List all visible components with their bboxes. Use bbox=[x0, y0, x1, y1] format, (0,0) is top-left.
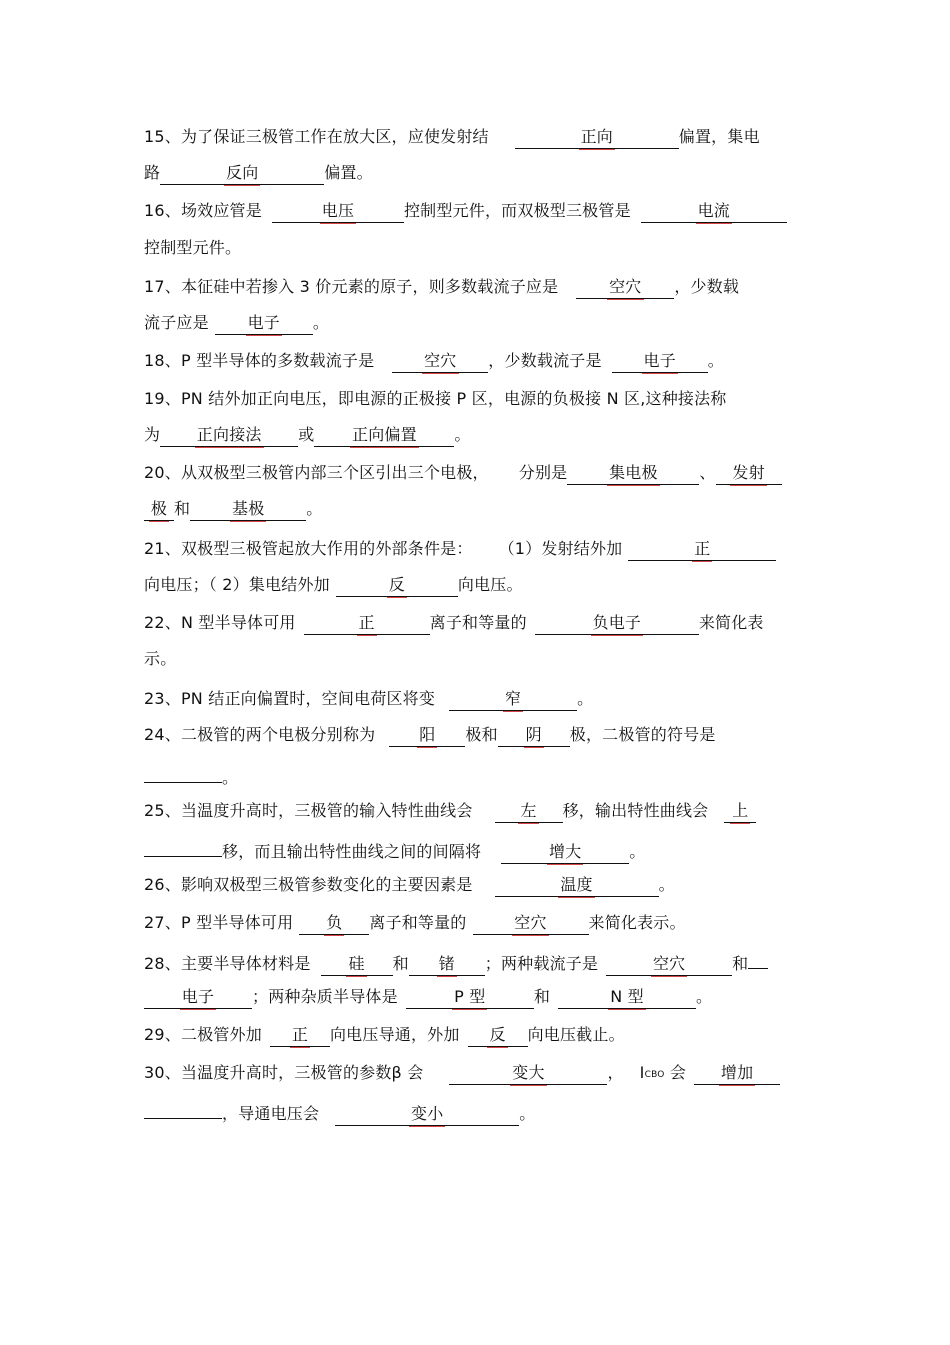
question-22-line-1: 22、N 型半导体可用 正 离子和等量的 负电子 来简化表 bbox=[144, 610, 764, 636]
question-15-line-2: 路 反向 偏置。 bbox=[144, 160, 373, 186]
answer-blank bbox=[144, 1096, 222, 1119]
question-20-line-1: 20、从双极型三极管内部三个区引出三个电极， 分别是 集电极 、 发射 bbox=[144, 460, 782, 486]
answer-blank: 发射 bbox=[716, 462, 782, 485]
answer-blank bbox=[748, 946, 768, 969]
answer-blank: 反 bbox=[336, 574, 458, 597]
answer-blank bbox=[144, 834, 222, 857]
question-27-line-1: 27、P 型半导体可用 负 离子和等量的 空穴 来简化表示。 bbox=[144, 910, 686, 936]
question-30-line-1: 30、当温度升高时，三极管的参数β 会 变大 ， ICBO 会 增加 bbox=[144, 1060, 780, 1086]
question-28-line-1: 28、主要半导体材料是 硅 和 锗 ；两种载流子是 空穴 和 bbox=[144, 946, 768, 972]
answer-blank: 反 bbox=[468, 1024, 528, 1047]
question-16-line-2: 控制型元件。 bbox=[144, 238, 242, 257]
question-24-line-1: 24、二极管的两个电极分别称为 阳 极和 阴 极，二极管的符号是 bbox=[144, 722, 716, 748]
answer-blank: 空穴 bbox=[576, 276, 674, 299]
answer-blank: 正 bbox=[304, 612, 430, 635]
answer-blank: 电子 bbox=[144, 986, 252, 1009]
answer-blank: 电子 bbox=[215, 312, 313, 335]
answer-blank: 基极 bbox=[190, 498, 306, 521]
question-19-line-1: 19、PN 结外加正向电压，即电源的正极接 P 区，电源的负极接 N 区,这种接法称 bbox=[144, 389, 727, 408]
answer-blank: P 型 bbox=[406, 986, 534, 1009]
answer-blank: 左 bbox=[495, 800, 563, 823]
answer-blank: 反向 bbox=[160, 162, 324, 185]
answer-blank: 正向偏置 bbox=[314, 424, 454, 447]
question-26-line-1: 26、影响双极型三极管参数变化的主要因素是 温度 。 bbox=[144, 872, 675, 898]
answer-blank: 锗 bbox=[409, 953, 485, 976]
answer-blank: 变小 bbox=[335, 1103, 519, 1126]
question-25-line-1: 25、当温度升高时，三极管的输入特性曲线会 左 移，输出特性曲线会 上 bbox=[144, 798, 756, 824]
question-15-line-1: 15、为了保证三极管工作在放大区，应使发射结 正向 偏置，集电 bbox=[144, 124, 760, 150]
question-20-line-2: 极 和 基极 。 bbox=[144, 496, 322, 522]
answer-blank: 窄 bbox=[449, 688, 577, 711]
answer-blank: 阳 bbox=[389, 724, 465, 747]
question-19-line-2: 为 正向接法 或 正向偏置 。 bbox=[144, 422, 471, 448]
question-30-line-2: ，导通电压会 变小 。 bbox=[144, 1096, 535, 1122]
question-16-line-1: 16、场效应管是 电压 控制型元件，而双极型三极管是 电流 bbox=[144, 198, 787, 224]
answer-blank: 硅 bbox=[321, 953, 393, 976]
answer-blank: 正向 bbox=[515, 126, 679, 149]
answer-blank: 电子 bbox=[612, 350, 708, 373]
answer-blank: 负 bbox=[299, 912, 369, 935]
question-23-line-1: 23、PN 结正向偏置时，空间电荷区将变 窄 。 bbox=[144, 686, 593, 712]
question-28-line-2: 电子 ；两种杂质半导体是 P 型 和 N 型 。 bbox=[144, 984, 712, 1010]
answer-blank: 空穴 bbox=[392, 350, 488, 373]
question-24-line-2: 。 bbox=[144, 760, 238, 786]
answer-blank: 集电极 bbox=[567, 462, 699, 485]
question-21-line-1: 21、双极型三极管起放大作用的外部条件是： （1）发射结外加 正 bbox=[144, 536, 776, 562]
answer-blank: 电压 bbox=[272, 200, 404, 223]
answer-blank-symbol bbox=[144, 760, 222, 783]
answer-blank: 负电子 bbox=[535, 612, 699, 635]
answer-blank: 上 bbox=[724, 800, 756, 823]
answer-blank: 正向接法 bbox=[160, 424, 298, 447]
question-29-line-1: 29、二极管外加 正 向电压导通，外加 反 向电压截止。 bbox=[144, 1022, 625, 1048]
answer-blank: 阴 bbox=[498, 724, 570, 747]
answer-blank: 空穴 bbox=[473, 912, 589, 935]
answer-blank: 温度 bbox=[495, 874, 659, 897]
answer-blank: 电流 bbox=[641, 200, 787, 223]
answer-blank: 正 bbox=[270, 1024, 330, 1047]
question-17-line-2: 流子应是 电子 。 bbox=[144, 310, 329, 336]
question-18-line-1: 18、P 型半导体的多数载流子是 空穴 ，少数载流子是 电子 。 bbox=[144, 348, 724, 374]
question-22-line-2: 示。 bbox=[144, 649, 177, 668]
answer-blank: 增大 bbox=[501, 841, 629, 864]
answer-blank: 增加 bbox=[694, 1062, 780, 1085]
answer-blank: 极 bbox=[144, 498, 174, 521]
answer-blank: N 型 bbox=[558, 986, 696, 1009]
question-25-line-2: 移，而且输出特性曲线之间的间隔将 增大 。 bbox=[144, 834, 645, 860]
question-21-line-2: 向电压；（ 2）集电结外加 反 向电压。 bbox=[144, 572, 523, 598]
answer-blank: 空穴 bbox=[606, 953, 732, 976]
answer-blank: 变大 bbox=[449, 1062, 607, 1085]
question-17-line-1: 17、本征硅中若掺入 3 价元素的原子，则多数载流子应是 空穴 ，少数载 bbox=[144, 274, 739, 300]
answer-blank: 正 bbox=[628, 538, 776, 561]
